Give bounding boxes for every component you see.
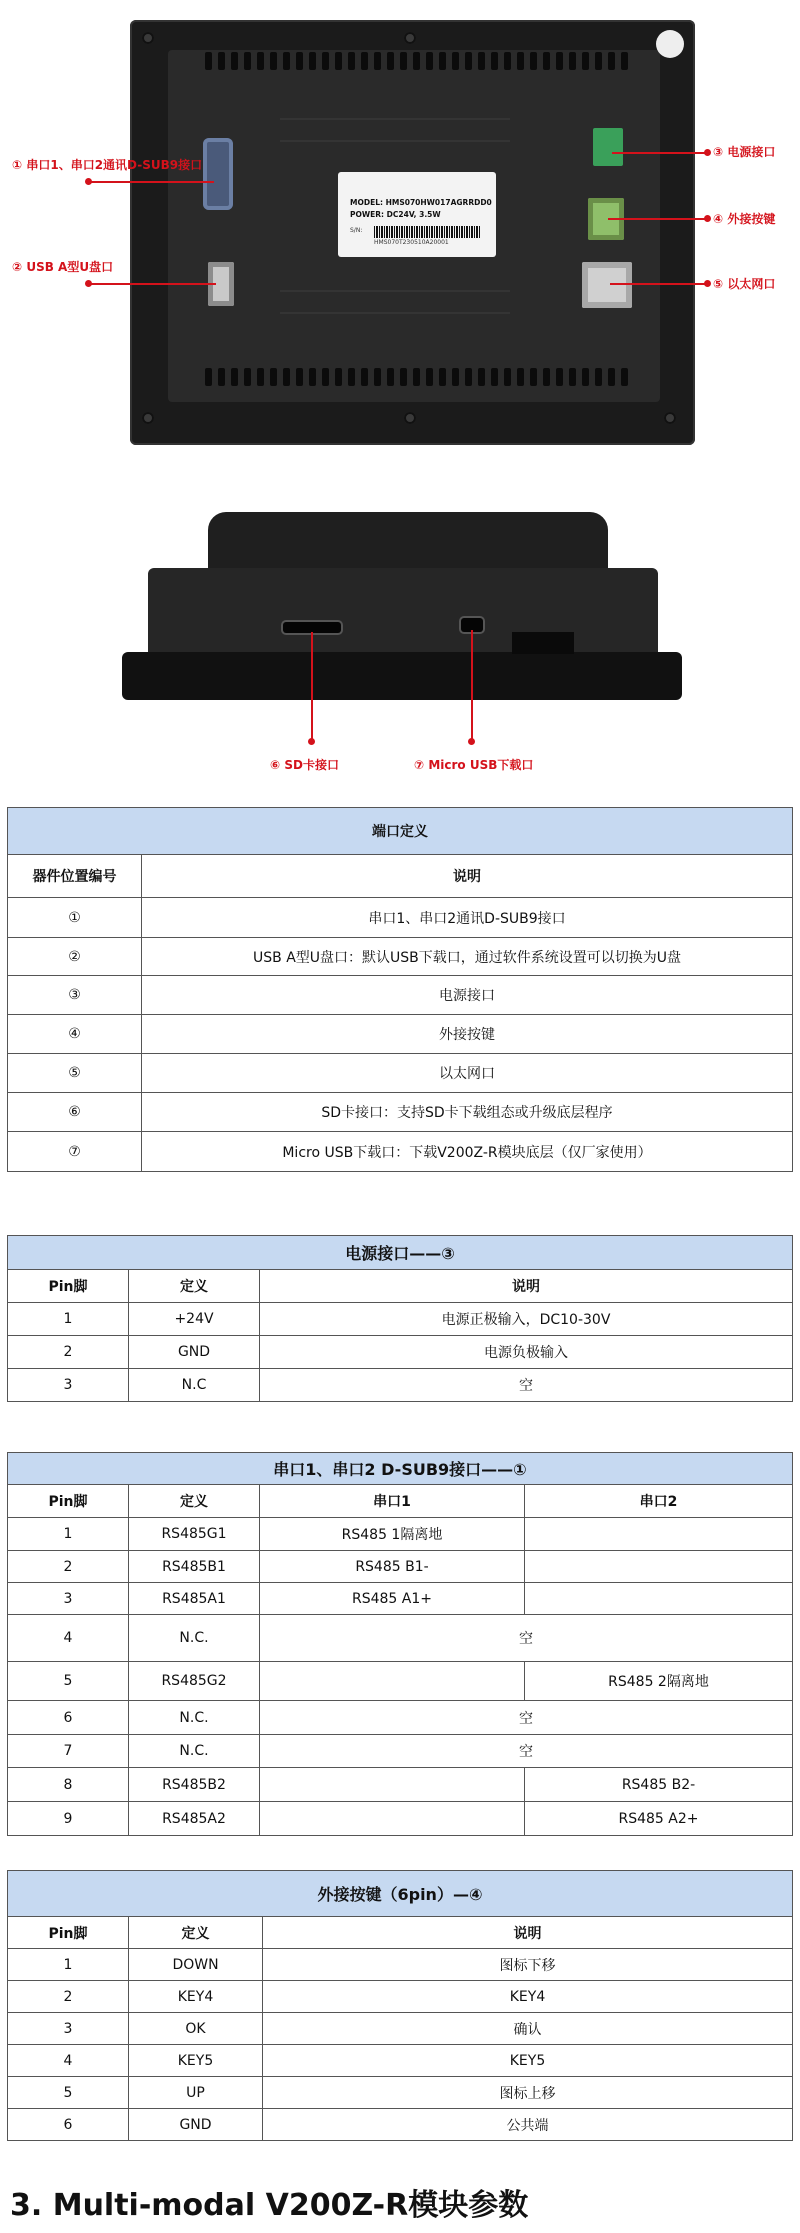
cell-description: 图标下移 <box>263 1949 793 1981</box>
table-row <box>8 1518 793 1551</box>
vent-slot <box>512 632 574 654</box>
table-row <box>8 1015 793 1054</box>
bottom-vents <box>205 368 628 386</box>
table-row <box>8 1802 793 1836</box>
panel-rib <box>280 312 510 314</box>
cell-description: KEY5 <box>263 2045 793 2077</box>
cell-description: 电源正极输入，DC10-30V <box>260 1303 793 1336</box>
cell-serial1: RS485 1隔离地 <box>260 1518 525 1551</box>
cell-definition: UP <box>129 2077 263 2109</box>
cell-definition: N.C. <box>129 1735 260 1768</box>
top-vents <box>205 52 628 70</box>
cell-pin: 4 <box>8 1615 129 1662</box>
table-row <box>8 1369 793 1402</box>
cell-description: 电源负极输入 <box>260 1336 793 1369</box>
table-row <box>8 1949 793 1981</box>
cell-definition: +24V <box>129 1303 260 1336</box>
cell-description: 空 <box>260 1369 793 1402</box>
header-pin: Pin脚 <box>8 1917 129 1949</box>
cell-description: KEY4 <box>263 1981 793 2013</box>
cell-pin: 2 <box>8 1551 129 1583</box>
power-interface-table <box>7 1235 793 1402</box>
table-caption: 外接按键（6pin）—④ <box>8 1871 793 1917</box>
table-caption: 串口1、串口2 D-SUB9接口——① <box>8 1453 793 1485</box>
cell-description: 确认 <box>263 2013 793 2045</box>
barcode-icon <box>374 226 480 238</box>
cell-pin: 5 <box>8 2077 129 2109</box>
cell-pin: 3 <box>8 2013 129 2045</box>
cell-description: 以太网口 <box>142 1054 793 1093</box>
header-definition: 定义 <box>129 1485 260 1518</box>
callout-dot <box>468 738 475 745</box>
cell-definition: KEY5 <box>129 2045 263 2077</box>
table-row <box>8 1551 793 1583</box>
header-description: 说明 <box>260 1270 793 1303</box>
cell-pin: 4 <box>8 2045 129 2077</box>
serial-number: HMS070T230510A20001 <box>374 239 449 246</box>
cell-definition: RS485A1 <box>129 1583 260 1615</box>
cell-pin: 1 <box>8 1518 129 1551</box>
cell-merged: 空 <box>260 1615 793 1662</box>
cell-description: 串口1、串口2通讯D-SUB9接口 <box>142 898 793 938</box>
cell-number: ① <box>8 898 142 938</box>
table-row <box>8 1336 793 1369</box>
table-row <box>8 1768 793 1802</box>
cell-description: Micro USB下载口：下载V200Z-R模块底层（仅厂家使用） <box>142 1132 793 1172</box>
callout-dot <box>704 149 711 156</box>
cell-definition: GND <box>129 2109 263 2141</box>
callout-usb-a: ② USB A型U盘口 <box>12 260 114 274</box>
callout-line <box>612 152 705 154</box>
cell-pin: 5 <box>8 1662 129 1701</box>
header-description: 说明 <box>263 1917 793 1949</box>
cell-description: SD卡接口：支持SD卡下载组态或升级底层程序 <box>142 1093 793 1132</box>
cell-serial2: RS485 A2+ <box>525 1802 793 1836</box>
screw <box>664 412 676 424</box>
corner-marker-icon <box>656 30 684 58</box>
table-row <box>8 2013 793 2045</box>
callout-micro-usb: ⑦ Micro USB下载口 <box>414 758 534 772</box>
callout-line <box>88 181 214 183</box>
power-terminal <box>593 128 623 166</box>
cell-serial2: RS485 B2- <box>525 1768 793 1802</box>
cell-serial1 <box>260 1802 525 1836</box>
panel-rib <box>280 118 510 120</box>
cell-serial2 <box>525 1551 793 1583</box>
cell-serial1: RS485 B1- <box>260 1551 525 1583</box>
cell-serial1: RS485 A1+ <box>260 1583 525 1615</box>
cell-pin: 6 <box>8 1701 129 1735</box>
cell-definition: N.C. <box>129 1701 260 1735</box>
external-key-table <box>7 1870 793 2141</box>
callout-line <box>88 283 216 285</box>
table-row <box>8 1054 793 1093</box>
cell-definition: N.C <box>129 1369 260 1402</box>
header-position: 器件位置编号 <box>8 855 142 898</box>
callout-dot <box>704 215 711 222</box>
cell-description: 电源接口 <box>142 976 793 1015</box>
cell-definition: DOWN <box>129 1949 263 1981</box>
dsub9-connector <box>203 138 233 210</box>
table-row <box>8 938 793 976</box>
table-row <box>8 1701 793 1735</box>
cell-serial1 <box>260 1768 525 1802</box>
table-caption: 端口定义 <box>8 808 793 855</box>
screw <box>142 32 154 44</box>
table-row <box>8 1132 793 1172</box>
cell-description: USB A型U盘口：默认USB下载口，通过软件系统设置可以切换为U盘 <box>142 938 793 976</box>
callout-sd: ⑥ SD卡接口 <box>270 758 339 772</box>
power-text: POWER: DC24V, 3.5W <box>350 210 441 219</box>
header-pin: Pin脚 <box>8 1485 129 1518</box>
callout-keys: ④ 外接按键 <box>713 212 776 226</box>
cell-serial2 <box>525 1518 793 1551</box>
screw <box>404 32 416 44</box>
cell-definition: RS485B1 <box>129 1551 260 1583</box>
header-definition: 定义 <box>129 1270 260 1303</box>
cell-number: ⑤ <box>8 1054 142 1093</box>
sn-label: S/N: <box>350 227 363 234</box>
cell-number: ③ <box>8 976 142 1015</box>
cell-serial2: RS485 2隔离地 <box>525 1662 793 1701</box>
port-definition-table <box>7 807 793 1172</box>
header-description: 说明 <box>142 855 793 898</box>
cell-pin: 3 <box>8 1583 129 1615</box>
callout-dot <box>704 280 711 287</box>
table-row <box>8 2045 793 2077</box>
cell-definition: RS485A2 <box>129 1802 260 1836</box>
screw <box>404 412 416 424</box>
callout-dot <box>308 738 315 745</box>
table-caption: 电源接口——③ <box>8 1236 793 1270</box>
serial-dsub9-table <box>7 1452 793 1836</box>
cell-pin: 7 <box>8 1735 129 1768</box>
header-definition: 定义 <box>129 1917 263 1949</box>
table-row <box>8 2109 793 2141</box>
panel-rib <box>280 140 510 142</box>
cell-pin: 3 <box>8 1369 129 1402</box>
table-row <box>8 1981 793 2013</box>
cell-definition: N.C. <box>129 1615 260 1662</box>
cell-definition: KEY4 <box>129 1981 263 2013</box>
device-bezel <box>122 652 682 700</box>
product-label-sticker <box>338 172 496 257</box>
table-row <box>8 1735 793 1768</box>
callout-line <box>311 632 313 742</box>
table-row <box>8 898 793 938</box>
cell-number: ⑦ <box>8 1132 142 1172</box>
cell-number: ② <box>8 938 142 976</box>
cell-pin: 8 <box>8 1768 129 1802</box>
cell-pin: 1 <box>8 1949 129 1981</box>
cell-definition: RS485G2 <box>129 1662 260 1701</box>
header-serial1: 串口1 <box>260 1485 525 1518</box>
callout-line <box>610 283 705 285</box>
callout-dot <box>85 178 92 185</box>
callout-dot <box>85 280 92 287</box>
cell-description: 外接按键 <box>142 1015 793 1054</box>
panel-rib <box>280 290 510 292</box>
cell-serial2 <box>525 1583 793 1615</box>
cell-serial1 <box>260 1662 525 1701</box>
cell-definition: OK <box>129 2013 263 2045</box>
cell-pin: 2 <box>8 1336 129 1369</box>
cell-description: 图标上移 <box>263 2077 793 2109</box>
cell-number: ④ <box>8 1015 142 1054</box>
model-text: MODEL: HMS070HW017AGRRDD0 <box>350 198 492 207</box>
section-heading: 3. Multi-modal V200Z-R模块参数 <box>10 2188 529 2223</box>
cell-pin: 1 <box>8 1303 129 1336</box>
cell-description: 公共端 <box>263 2109 793 2141</box>
callout-power: ③ 电源接口 <box>713 145 776 159</box>
screw <box>142 412 154 424</box>
cell-definition: GND <box>129 1336 260 1369</box>
callout-ethernet: ⑤ 以太网口 <box>713 277 776 291</box>
callout-line <box>471 630 473 742</box>
table-row <box>8 2077 793 2109</box>
table-row <box>8 1615 793 1662</box>
table-row <box>8 1662 793 1701</box>
cell-definition: RS485G1 <box>129 1518 260 1551</box>
ethernet-port <box>582 262 632 308</box>
table-row <box>8 976 793 1015</box>
table-row <box>8 1093 793 1132</box>
cell-pin: 9 <box>8 1802 129 1836</box>
table-row <box>8 1303 793 1336</box>
callout-dsub9: ① 串口1、串口2通讯D-SUB9接口 <box>12 158 203 172</box>
callout-line <box>608 218 705 220</box>
cell-merged: 空 <box>260 1735 793 1768</box>
header-pin: Pin脚 <box>8 1270 129 1303</box>
cell-merged: 空 <box>260 1701 793 1735</box>
cell-number: ⑥ <box>8 1093 142 1132</box>
cell-pin: 6 <box>8 2109 129 2141</box>
table-row <box>8 1583 793 1615</box>
cell-definition: RS485B2 <box>129 1768 260 1802</box>
cell-pin: 2 <box>8 1981 129 2013</box>
header-serial2: 串口2 <box>525 1485 793 1518</box>
